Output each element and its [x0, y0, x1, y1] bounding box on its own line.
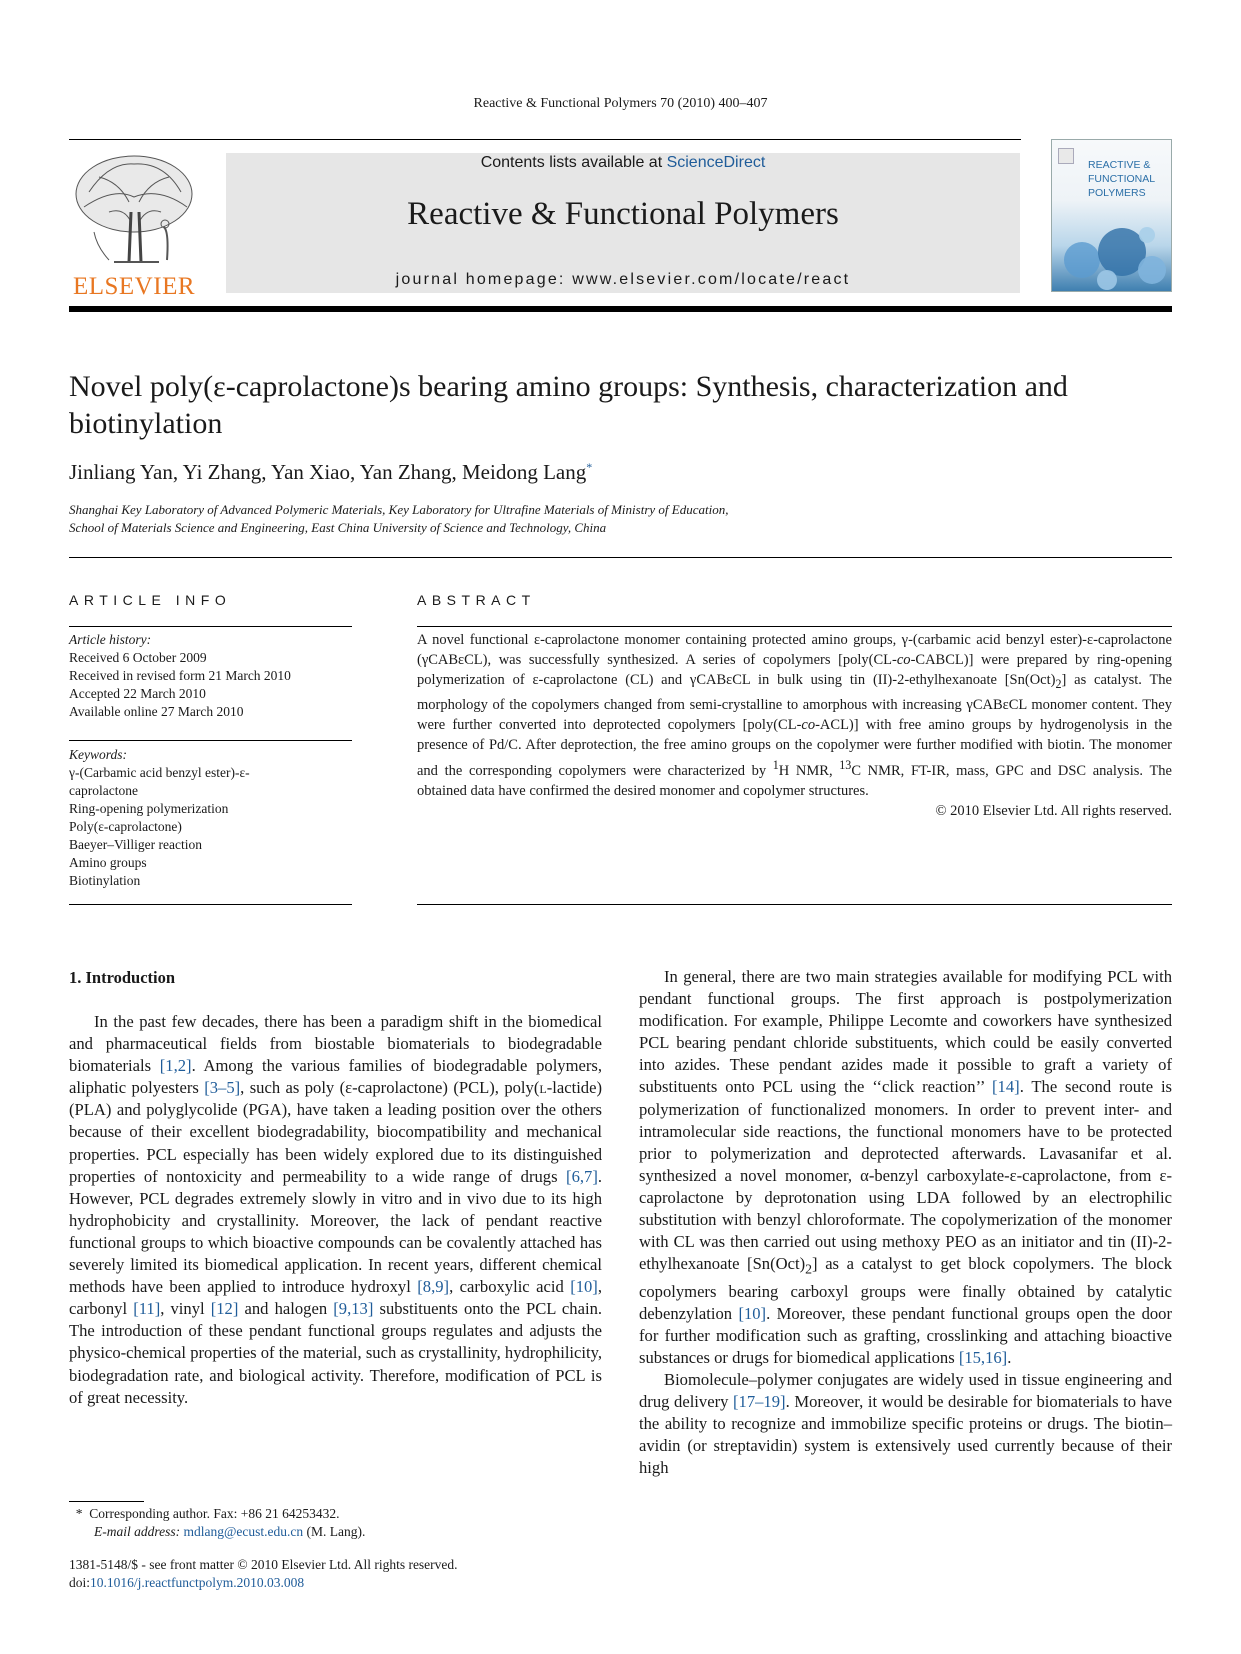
citation-link[interactable]: [17–19] [733, 1392, 786, 1412]
corresponding-author-mark[interactable]: * [586, 460, 593, 474]
contents-line [226, 154, 1020, 172]
article-history [69, 631, 352, 721]
abstract-rule [417, 626, 1172, 627]
affiliation-line: School of Materials Science and Engineering, East China University of Science and Technology, China [69, 520, 607, 535]
footnote-email-line [69, 1523, 365, 1541]
abstract-text: A novel functional ε-caprolactone monomer containing protected amino groups, γ-(carbamic acid benzyl ester)-ε-caprolactone (γCABεCL), was successfully synthesized. A series of copolymers [poly(CL-co-CABCL)] were prepared by ring-opening polymerization of ε-caprolactone (CL) and γCABεCL in bulk using tin (II)-2-ethylhexanoate $[Sn(Oct)_2]$ as catalyst. The morphology of the copolymers changed from semi-crystalline to amorphous with increasing γCABεCL monomer content. They were further converted into deprotected copolymers [poly(CL-co-ACL)] with free amino groups by hydrogenolysis in the presence of Pd/C. After deprotection, the free amino groups on the copolymer were further modified with biotin. The monomer and the corresponding copolymers were characterized by $^1$H NMR, $^{13}$C NMR, FT-IR, mass, GPC and DSC analysis. The obtained data have confirmed the desired monomer and copolymer structures. [417, 632, 1173, 800]
title-block-rule [69, 557, 1172, 558]
footnote-text: Corresponding author. Fax: +86 21 64253432. [89, 1506, 340, 1521]
body-paragraph: Biomolecule–polymer conjugates are widely used in tissue engineering and drug delivery [17–19]. Moreover, it would be desirable for biomaterials to have the ability to recognize and immobilize specific proteins or drugs. The biotin–avidin (or streptavidin) system is extensively used currently because of their high [639, 1370, 1172, 1478]
journal-cover[interactable] [1051, 139, 1172, 292]
email-label: E-mail address: [94, 1524, 181, 1539]
keywords-rule [69, 740, 352, 741]
journal-homepage[interactable]: journal homepage: www.elsevier.com/locate/react [395, 271, 851, 288]
keyword-item: γ-(Carbamic acid benzyl ester)-ε-caprolactone [69, 765, 250, 798]
issn-line: 1381-5148/$ - see front matter © 2010 Elsevier Ltd. All rights reserved. [69, 1557, 458, 1572]
elsevier-tree-icon [69, 152, 199, 272]
keyword-item: Ring-opening polymerization [69, 801, 229, 816]
history-item: Accepted 22 March 2010 [69, 686, 206, 701]
article-info-bottom-rule [69, 904, 352, 905]
running-head: Reactive & Functional Polymers 70 (2010) 400–407 [473, 96, 768, 111]
citation-link[interactable]: [15,16] [958, 1347, 1008, 1367]
keywords-label: Keywords: [69, 747, 127, 762]
body-paragraph: In the past few decades, there has been a paradigm shift in the biomedical and pharmaceutical fields from biostable biomaterials to biodegradable biomaterials [1,2]. Among the various families of biodegradable polymers, aliphatic polyesters [3–5], such as poly (ε-caprolactone) (PCL), poly(l-lactide) (PLA) and polyglycolide (PGA), have taken a leading position over the others because of their excellent biodegradability, biocompatibility and mechanical properties. PCL especially has been widely explored due to its distinguished properties of nontoxicity and permeability to a wide range of drugs [6,7]. However, PCL degrades extremely slowly in vitro and in vivo due to its high hydrophobicity and crystallinity. Moreover, the lack of pendant reactive functional groups to which bioactive compounds can be covalently attached has severely limited its biomedical application. In recent years, different chemical methods have been applied to introduce hydroxyl [8,9], carboxylic acid [10], carbonyl [11], vinyl [12] and halogen [9,13] substituents onto the PCL chain. The introduction of these pendant functional groups regulates and adjusts the physico-chemical properties of the material, such as crystallinity, hydrophilicity, biodegradation rate, and biological activity. Therefore, modification of PCL is of great necessity. [69, 1012, 603, 1407]
cover-title-line: FUNCTIONAL [1088, 173, 1156, 185]
author-email-link[interactable]: mdlang@ecust.edu.cn [183, 1524, 304, 1539]
keyword-item: Baeyer–Villiger reaction [69, 837, 203, 852]
abstract-bottom-rule [417, 904, 1172, 905]
article-info-heading: ARTICLE INFO [69, 592, 232, 608]
cover-title [1088, 158, 1155, 200]
body-paragraph: In general, there are two main strategies available for modifying PCL with pendant functional groups. The first approach is postpolymerization modification. For example, Philippe Lecomte and coworkers have synthesized PCL bearing pendant chloride substituents, which could be easily converted into azides. These pendant azides made it possible to graft a variety of substituents onto PCL using the ‘‘click reaction’’ [14]. The second route is polymerization of functionalized monomers. In order to prevent inter- and intramolecular side reactions, the functional monomers have to be protected prior to polymerization and deprotected afterwards. Lavasanifar et al. synthesized a novel monomer, α-benzyl carboxylate-ε-caprolactone, from ε-caprolactone by deprotonation using LDA followed by an electrophilic substitution with benzyl chloroformate. The copolymerization of the monomer with CL was then carried out using methoxy PEO as an initiator and tin (II)-2-ethylhexanoate $[Sn(Oct)_2]$ as a catalyst to get block copolymers. The block copolymers bearing carboxyl groups were finally obtained by catalytic debenzylation [10]. Moreover, these pendant functional groups open the door for further modification such as grafting, crosslinking and attaching bioactive substances or drugs for biomedical applications [15,16]. [639, 967, 1173, 1367]
body-column-right [639, 966, 1172, 1479]
keyword-item: Poly(ε-caprolactone) [69, 819, 182, 834]
corresponding-footnote [69, 1505, 365, 1541]
citation-link[interactable]: [8,9] [417, 1277, 450, 1297]
abstract-copyright: © 2010 Elsevier Ltd. All rights reserved. [935, 803, 1172, 820]
keyword-item: Biotinylation [69, 873, 141, 888]
front-matter [69, 1556, 458, 1592]
history-item: Received 6 October 2009 [69, 650, 207, 665]
sciencedirect-link[interactable]: ScienceDirect [666, 154, 766, 171]
history-label: Article history: [69, 632, 152, 647]
contents-prefix: Contents lists available at [480, 154, 667, 171]
cover-publisher-icon [1058, 148, 1074, 164]
doi-label: doi: [69, 1575, 91, 1590]
article-title: Novel poly(ε-caprolactone)s bearing amino groups: Synthesis, characterization and biotinylation [69, 370, 1068, 440]
elsevier-logo[interactable] [69, 152, 199, 298]
citation-link[interactable]: [11] [133, 1299, 161, 1319]
abstract-body [417, 630, 1172, 822]
journal-title: Reactive & Functional Polymers [407, 196, 839, 232]
footnote-mark: * [75, 1506, 83, 1521]
top-rule [69, 139, 1021, 140]
cover-title-line: POLYMERS [1088, 187, 1146, 199]
introduction-heading: 1. Introduction [69, 968, 176, 987]
authors-text: Jinliang Yan, Yi Zhang, Yan Xiao, Yan Zhang, Meidong Lang [69, 460, 587, 484]
citation-link[interactable]: [1,2] [159, 1056, 192, 1076]
article-info-rule [69, 626, 352, 627]
history-item: Available online 27 March 2010 [69, 704, 244, 719]
footnote-line [69, 1505, 365, 1523]
citation-link[interactable]: [14] [992, 1077, 1020, 1097]
author-list [69, 460, 592, 485]
citation-link[interactable]: [12] [210, 1299, 239, 1319]
citation-link[interactable]: [10] [570, 1277, 598, 1297]
elsevier-wordmark: ELSEVIER [72, 273, 196, 300]
abstract-heading: ABSTRACT [417, 592, 536, 608]
affiliation [69, 501, 728, 537]
footnote-rule [69, 1501, 144, 1502]
citation-link[interactable]: [9,13] [333, 1299, 374, 1319]
citation-link[interactable]: [6,7] [566, 1166, 598, 1186]
header-thick-rule [69, 306, 1172, 312]
affiliation-line: Shanghai Key Laboratory of Advanced Polymeric Materials, Key Laboratory for Ultrafine Materials of Ministry of Education, [69, 502, 729, 517]
keywords [69, 746, 352, 890]
keyword-item: Amino groups [69, 855, 147, 870]
citation-link[interactable]: [10] [738, 1303, 767, 1323]
citation-link[interactable]: [3–5] [204, 1078, 241, 1098]
email-owner: (M. Lang). [306, 1524, 366, 1539]
history-item: Received in revised form 21 March 2010 [69, 668, 291, 683]
cover-title-line: REACTIVE & [1088, 159, 1151, 171]
doi-link[interactable]: 10.1016/j.reactfunctpolym.2010.03.008 [90, 1575, 305, 1590]
body-column-left [69, 1011, 602, 1409]
doi-line [69, 1574, 458, 1592]
